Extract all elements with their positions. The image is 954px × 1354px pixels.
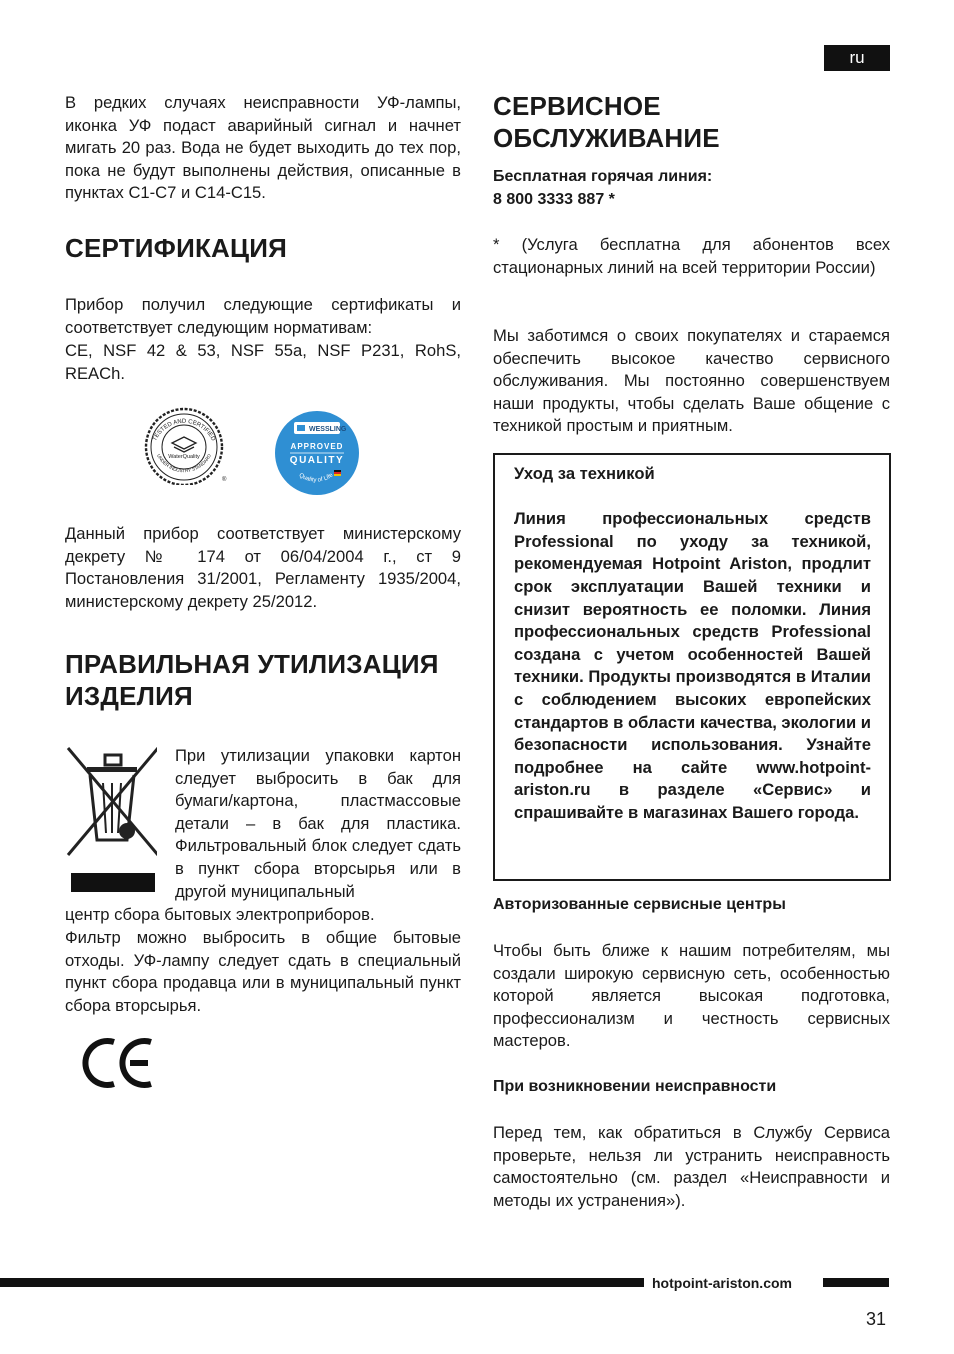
hotline-label: Бесплатная горячая линия:: [493, 168, 713, 185]
wessling-quality-text: QUALITY: [289, 455, 345, 466]
disposal-text-continued: центр сбора бытовых электроприборов.: [65, 905, 375, 924]
footer-website: hotpoint-ariston.com: [652, 1275, 792, 1291]
fault-heading: При возникновении неисправности: [493, 1078, 777, 1095]
hotline-number: 8 800 3333 887 *: [493, 191, 615, 208]
certification-standards: CE, NSF 42 & 53, NSF 55a, NSF P231, RohS, REACh.: [65, 341, 461, 383]
wq-center-text: WaterQuality: [168, 454, 200, 460]
certification-heading: СЕРТИФИКАЦИЯ: [65, 233, 287, 263]
wq-registered-mark: ®: [222, 477, 227, 483]
wessling-tagline: Quality of Life: [297, 472, 335, 484]
care-text: Мы заботимся о своих покупателях и стараемся обеспечить высокое качество сервисного обслуживания. Мы постоянно совершенствуем наши продукты, чтобы сделать Ваше общение с техникой простым и приятным.: [493, 326, 890, 436]
footer-rule-left: [0, 1278, 644, 1287]
ce-mark-icon: [80, 1035, 155, 1091]
uv-lamp-notice: В редких случаях неисправности УФ-лампы, иконка УФ подаст аварийный сигнал и начнет мигать 20 раз. Вода не будет выходить до тех пор, пока не будут выполнены действия, описанные в пунктах С1-С7 и С14-С15.: [65, 93, 461, 203]
crossed-bin-icon: [65, 745, 157, 895]
decree-text: Данный прибор соответствует министерскому декрету № 174 от 06/04/2004 г., ст 9 Постановления 31/2001, Регламенту 1935/2004, министерскому декрету 25/2012.: [65, 524, 461, 611]
wq-bottom-text: UNDER INDUSTRY STANDARD: [155, 453, 213, 474]
disposal-heading: ПРАВИЛЬНАЯ УТИЛИЗАЦИЯ ИЗДЕЛИЯ: [65, 649, 439, 711]
footer-rule-right: [823, 1278, 889, 1287]
service-heading: СЕРВИСНОЕ ОБСЛУЖИВАНИЕ: [493, 91, 720, 153]
disposal-filter-text: Фильтр можно выбросить в общие бытовые отходы. УФ-лампу следует сдать в специальный пункт сбора продавца или в муниципальный пункт сбора вторсырья.: [65, 928, 461, 1015]
water-quality-seal-logo: [142, 405, 232, 485]
disposal-text-wrapped: При утилизации упаковки картон следует выбросить в бак для бумаги/картона, пластмассовые детали – в бак для пластика. Фильтровальный блок следует сдать в пункт сбора вторсырья или в другой муниципальный: [175, 746, 461, 901]
wessling-brand-text: WESSLING: [309, 426, 347, 433]
wq-top-text: TESTED AND CERTIFIED: [152, 418, 216, 443]
hotline-footnote: * (Услуга бесплатна для абонентов всех стационарных линий на всей территории России): [493, 235, 890, 277]
service-centers-heading: Авторизованные сервисные центры: [493, 896, 786, 913]
language-badge: ru: [824, 45, 890, 71]
wessling-quality-logo: [274, 410, 364, 496]
page-number: 31: [866, 1309, 887, 1329]
certification-text: Прибор получил следующие сертификаты и соответствует следующим нормативам:: [65, 295, 461, 337]
fault-text: Перед тем, как обратиться в Службу Сервиса проверьте, нельзя ли устранить неисправность самостоятельно (см. раздел «Неисправности и методы их устранения»).: [493, 1123, 890, 1210]
care-box-text: Линия профессиональных средств Professional по уходу за техникой, рекомендуемая Hotpoint Ariston, продлит срок эксплуатации Вашей техники и снизит вероятность ее поломки. Линия профессиональных средств Professional создана с учетом особенностей Вашей техники. Продукты производятся в Италии с соблюдением высоких европейских стандартов в области качества, экологии и безопасности использования. Узнайте подробнее на сайте www.hotpoint-ariston.ru в разделе «Сервис» и спрашивайте в магазинах Вашего города.: [514, 509, 871, 822]
care-box-title: Уход за техникой: [514, 464, 655, 483]
wessling-approved-text: APPROVED: [290, 442, 344, 451]
service-centers-text: Чтобы быть ближе к нашим потребителям, мы создали широкую сервисную сеть, особенностью которой является высокая подготовка, профессионализм и честность сервисных мастеров.: [493, 941, 890, 1051]
care-products-box: [493, 453, 891, 881]
